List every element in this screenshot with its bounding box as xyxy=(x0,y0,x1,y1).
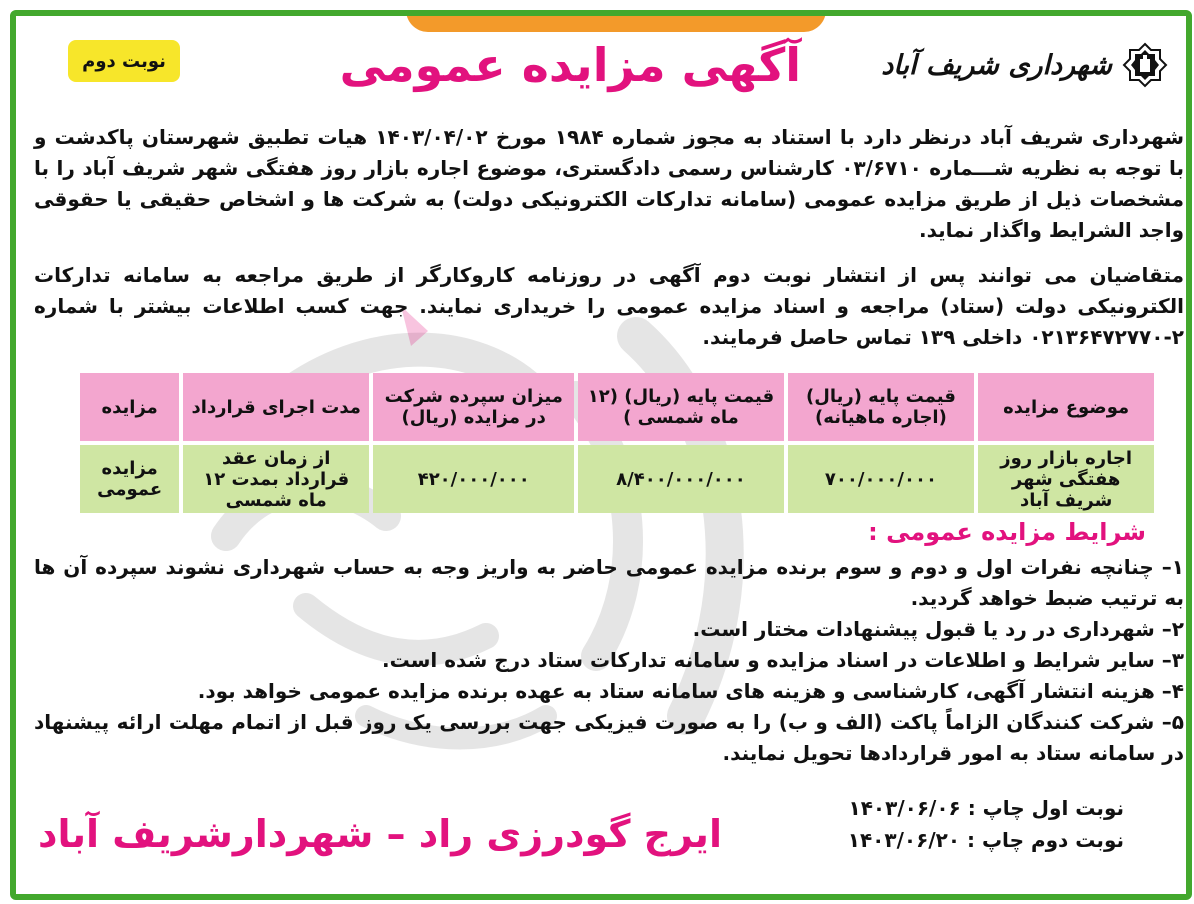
header-subject: موضوع مزایده xyxy=(978,373,1154,441)
org-logo xyxy=(881,42,1168,88)
header-annual-price: قیمت پایه (ریال) (۱۲ ماه شمسی ) xyxy=(578,373,783,441)
cell-deposit: ۴۲۰/۰۰۰/۰۰۰ xyxy=(373,445,574,513)
condition-item: ۳– سایر شرایط و اطلاعات در اسناد مزایده و سامانه تدارکات ستاد درج شده است. xyxy=(381,648,1184,672)
page-title: آگهی مزایده عمومی xyxy=(339,38,801,92)
print-dates xyxy=(848,792,1124,856)
header-duration: مدت اجرای قرارداد xyxy=(183,373,369,441)
org-name: شهرداری شریف آباد xyxy=(881,49,1112,81)
cell-duration: از زمان عقد قرارداد بمدت ۱۲ ماه شمسی xyxy=(183,445,369,513)
ad-frame xyxy=(10,10,1192,900)
municipality-emblem-icon xyxy=(1122,42,1168,88)
intro-paragraph: شهرداری شریف آباد درنظر دارد با استناد به مجوز شماره ۱۹۸۴ مورخ ۱۴۰۳/۰۴/۰۲ هیات تطبیق شهرستان پاکدشت و با توجه به نظریه شـــماره ۰۳/۶۷۱۰ کارشناس رسمی دادگستری، موضوع اجاره بازار روز هفتگی شهر شریف آباد را با مشخصات ذیل از طریق مزایده عمومی (سامانه تدارکات الکترونیکی دولت) به شرکت ها و اشخاص حقیقی یا حقوقی واجد الشرایط واگذار نماید. xyxy=(34,125,1184,242)
header-auction-type: مزایده xyxy=(80,373,179,441)
condition-item: ۵– شرکت کنندگان الزاماً پاکت (الف و ب) را به صورت فیزیکی جهت بررسی یک روز قبل از اتمام مهلت ارائه پیشنهاد در سامانه ستاد به امور قراردادها تحویل نمایند. xyxy=(34,710,1184,765)
condition-item: ۲– شهرداری در رد یا قبول پیشنهادات مختار است. xyxy=(692,617,1184,641)
first-print-date: نوبت اول چاپ : ۱۴۰۳/۰۶/۰۶ xyxy=(848,796,1124,820)
second-print-date: نوبت دوم چاپ : ۱۴۰۳/۰۶/۲۰ xyxy=(847,828,1124,852)
edition-badge: نوبت دوم xyxy=(68,40,180,82)
conditions-list xyxy=(34,552,1184,769)
top-tab xyxy=(406,10,826,32)
condition-item: ۴– هزینه انتشار آگهی، کارشناسی و هزینه های سامانه ستاد به عهده برنده مزایده عمومی خواهد بود. xyxy=(197,679,1184,703)
cell-subject: اجاره بازار روز هفتگی شهر شریف آباد xyxy=(978,445,1154,513)
auction-table xyxy=(76,369,1158,517)
signature-line: ایرج گودرزی راد – شهردارشریف آباد xyxy=(38,812,722,856)
header-monthly-price: قیمت پایه (ریال) (اجاره ماهیانه) xyxy=(788,373,975,441)
header-deposit: میزان سپرده شرکت در مزایده (ریال) xyxy=(373,373,574,441)
contact-paragraph: متقاضیان می توانند پس از انتشار نوبت دوم آگهی در روزنامه کاروکارگر از طریق مراجعه به سامانه تدارکات الکترونیکی دولت (ستاد) مراجعه و اسناد مزایده عمومی را خریداری نمایند. جهت کسب اطلاعات بیشتر با شماره ۲-۰۲۱۳۶۴۷۲۷۷۰ داخلی ۱۳۹ تماس حاصل فرمایند. xyxy=(34,263,1184,349)
table-row xyxy=(80,445,1154,513)
cell-auction-type: مزایده عمومی xyxy=(80,445,179,513)
cell-annual-price: ۸/۴۰۰/۰۰۰/۰۰۰ xyxy=(578,445,783,513)
condition-item: ۱– چنانچه نفرات اول و دوم و سوم برنده مزایده عمومی حاضر به واریز وجه به حساب شهرداری نشوند سپرده آن ها به ترتیب ضبط خواهد گردید. xyxy=(34,555,1184,610)
conditions-title: شرایط مزایده عمومی : xyxy=(868,518,1146,546)
table-header-row xyxy=(80,373,1154,441)
cell-monthly-price: ۷۰۰/۰۰۰/۰۰۰ xyxy=(788,445,975,513)
